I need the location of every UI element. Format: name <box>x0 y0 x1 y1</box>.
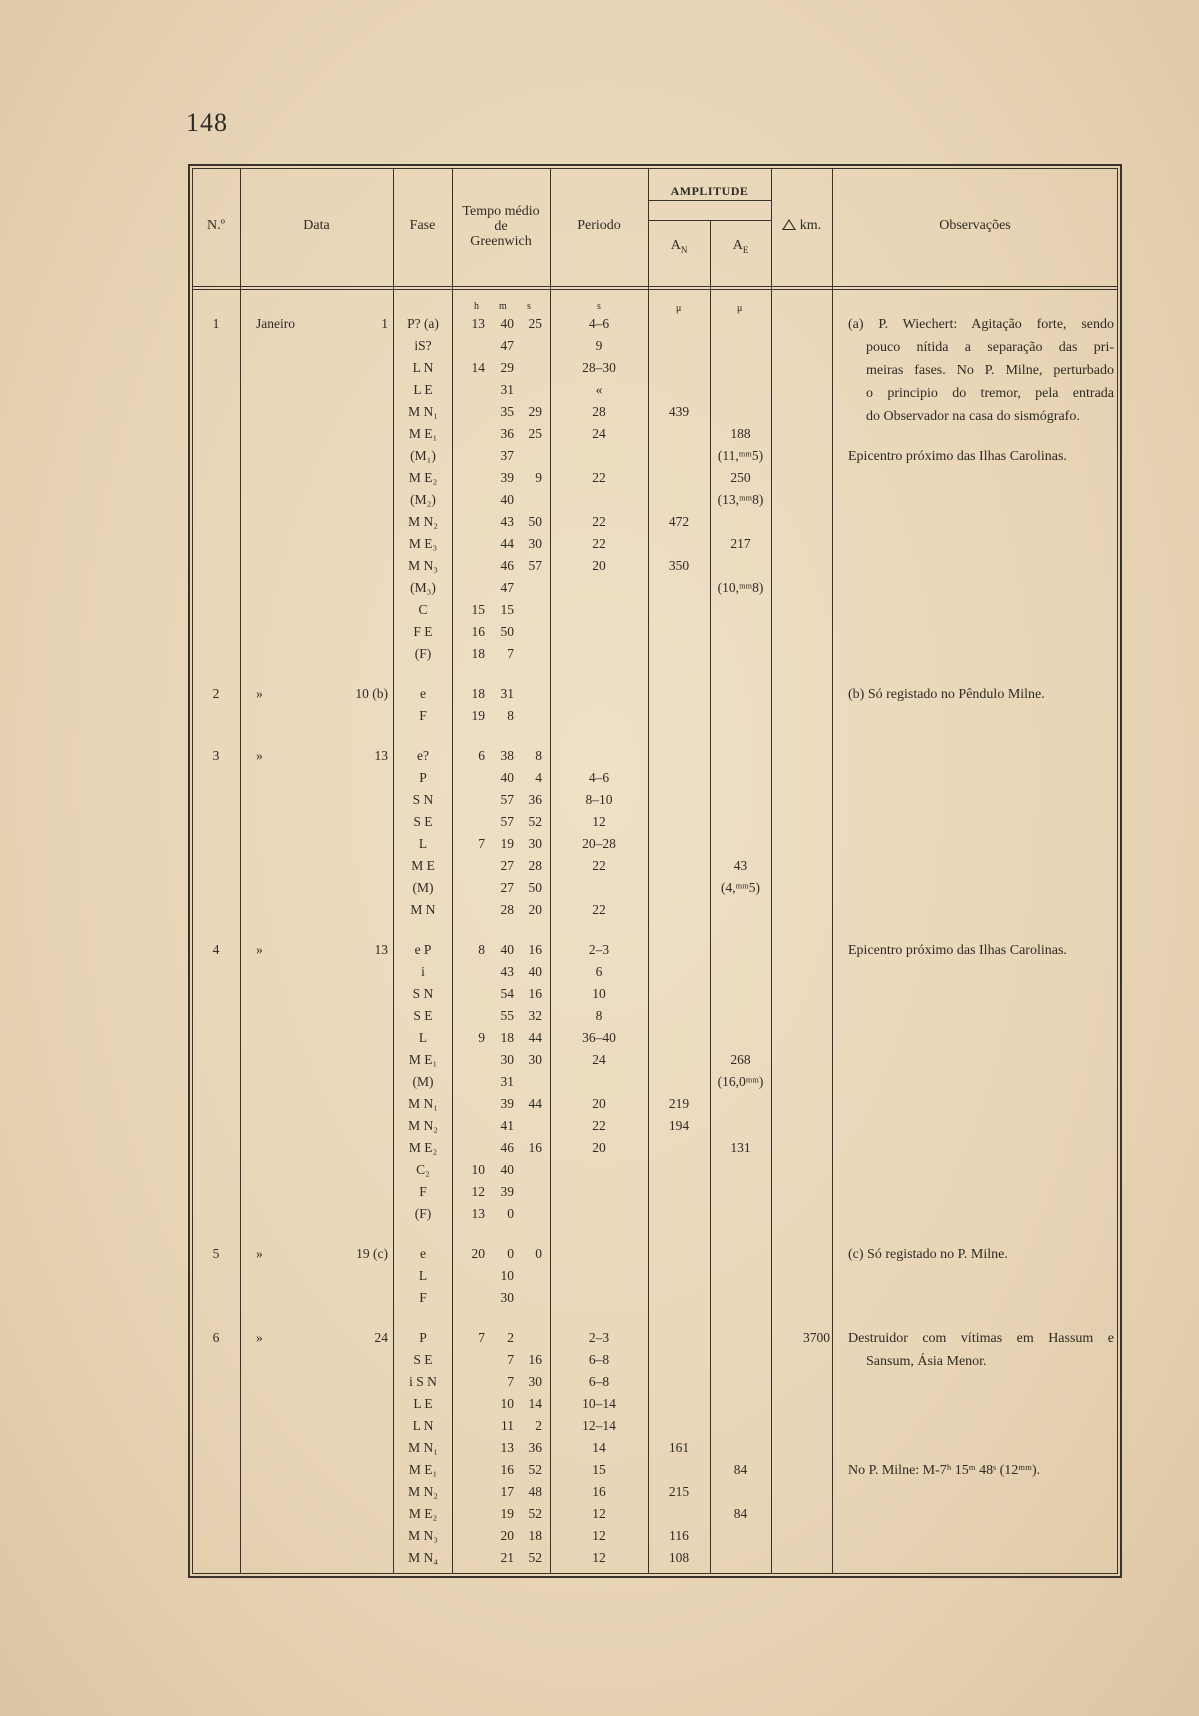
cell-s: 30 <box>528 536 542 551</box>
cell-an: 215 <box>668 1484 690 1499</box>
cell-fase: (M) <box>412 1074 434 1089</box>
cell-m: 28 <box>500 902 514 917</box>
cell-m: 39 <box>500 1184 514 1199</box>
cell-fase: M N₃ <box>408 558 438 573</box>
cell-h: 13 <box>471 316 485 331</box>
cell-ae: 43 <box>733 858 748 873</box>
cell-m: 54 <box>500 986 514 1001</box>
cell-h: 12 <box>471 1184 485 1199</box>
cell-fase: M N₁ <box>408 1096 438 1111</box>
cell-per: 36–40 <box>582 1030 616 1045</box>
cell-per: 22 <box>592 858 606 873</box>
cell-km: 3700 <box>803 1330 830 1345</box>
cell-an: 108 <box>668 1550 690 1565</box>
cell-m: 55 <box>500 1008 514 1023</box>
cell-m: 0 <box>507 1206 514 1221</box>
cell-fase: M N₄ <box>408 1550 438 1565</box>
cell-ae: (10,ᵐᵐ8) <box>717 580 764 595</box>
col-divider <box>393 168 394 1574</box>
cell-per: 22 <box>592 536 606 551</box>
cell-s: 8 <box>535 748 542 763</box>
header-distance <box>771 218 832 233</box>
cell-per: 22 <box>592 514 606 529</box>
header-time-line: de <box>494 219 508 234</box>
observation-line: Sansum, Ásia Menor. <box>866 1354 987 1369</box>
cell-s: 57 <box>528 558 542 573</box>
cell-m: 21 <box>500 1550 514 1565</box>
cell-h: 18 <box>471 686 485 701</box>
cell-fase: e P <box>414 942 432 957</box>
observation-line: Destruidor com vítimas em Hassum e <box>848 1331 1114 1346</box>
cell-per: 10 <box>592 986 606 1001</box>
unit-period: s <box>597 301 601 312</box>
cell-m: 43 <box>500 964 514 979</box>
header-an-letter: A <box>670 238 681 253</box>
cell-day: 13 <box>374 942 388 957</box>
cell-ae: (16,0ᵐᵐ) <box>717 1074 764 1089</box>
cell-per: 20 <box>592 1140 606 1155</box>
cell-fase: S N <box>412 986 434 1001</box>
cell-s: 16 <box>528 942 542 957</box>
cell-m: 46 <box>500 1140 514 1155</box>
cell-fase: L E <box>413 1396 433 1411</box>
cell-fase: P <box>419 770 427 785</box>
cell-m: 18 <box>500 1030 514 1045</box>
cell-m: 7 <box>507 1374 514 1389</box>
cell-m: 43 <box>500 514 514 529</box>
header-rule <box>192 289 1118 290</box>
cell-m: 19 <box>500 1506 514 1521</box>
cell-s: 30 <box>528 1052 542 1067</box>
cell-s: 9 <box>535 470 542 485</box>
cell-s: 14 <box>528 1396 542 1411</box>
observation-line: (a) P. Wiechert: Agitação forte, sendo <box>848 317 1114 332</box>
cell-h: 16 <box>471 624 485 639</box>
observation-line: No P. Milne: M-7ʰ 15ᵐ 48ˢ (12ᵐᵐ). <box>848 1463 1041 1478</box>
cell-an: 219 <box>668 1096 690 1111</box>
cell-h: 19 <box>471 708 485 723</box>
cell-day: 1 <box>381 316 388 331</box>
cell-m: 39 <box>500 470 514 485</box>
cell-m: 7 <box>507 1352 514 1367</box>
cell-m: 46 <box>500 558 514 573</box>
cell-fase: C₂ <box>416 1162 430 1177</box>
cell-per: 12 <box>592 1550 606 1565</box>
cell-s: 25 <box>528 426 542 441</box>
cell-an: 439 <box>668 404 690 419</box>
cell-fase: i <box>421 964 425 979</box>
cell-fase: M N <box>410 902 436 917</box>
observation-line: Epicentro próximo das Ilhas Carolinas. <box>848 943 1067 958</box>
cell-fase: iS? <box>414 338 432 353</box>
cell-per: 10–14 <box>582 1396 616 1411</box>
cell-per: 22 <box>592 1118 606 1133</box>
cell-per: 2–3 <box>588 942 610 957</box>
cell-fase: L N <box>412 1418 434 1433</box>
cell-fase: F <box>419 1290 427 1305</box>
cell-fase: S N <box>412 792 434 807</box>
header-rule <box>192 286 1118 287</box>
cell-m: 31 <box>500 686 514 701</box>
cell-s: 36 <box>528 792 542 807</box>
cell-fase: (F) <box>414 1206 432 1221</box>
cell-s: 30 <box>528 836 542 851</box>
cell-m: 29 <box>500 360 514 375</box>
header-ae <box>710 238 771 258</box>
cell-s: 52 <box>528 1462 542 1477</box>
header-distance-unit: km. <box>799 218 822 233</box>
cell-m: 13 <box>500 1440 514 1455</box>
cell-per: 20 <box>592 1096 606 1111</box>
cell-m: 40 <box>500 770 514 785</box>
cell-s: 29 <box>528 404 542 419</box>
header-time-line: Tempo médio <box>462 204 540 219</box>
cell-s: 32 <box>528 1008 542 1023</box>
observation-line: pouco nítida a separação das pri- <box>866 340 1114 355</box>
cell-fase: i S N <box>409 1374 437 1389</box>
cell-month: » <box>256 1330 263 1345</box>
cell-m: 20 <box>500 1528 514 1543</box>
cell-fase: M E₁ <box>408 1052 438 1067</box>
cell-per: 6 <box>595 964 603 979</box>
cell-ae: 188 <box>730 426 751 441</box>
cell-h: 15 <box>471 602 485 617</box>
cell-per: 12–14 <box>582 1418 616 1433</box>
unit-ae: μ <box>737 303 743 314</box>
cell-fase: S E <box>413 1008 433 1023</box>
cell-s: 52 <box>528 1506 542 1521</box>
cell-per: 4–6 <box>588 316 610 331</box>
cell-s: 16 <box>528 1352 542 1367</box>
cell-fase: F E <box>413 624 433 639</box>
cell-ae: (11,ᵐᵐ5) <box>717 448 764 463</box>
cell-n: 3 <box>212 748 220 763</box>
cell-per: 24 <box>592 426 606 441</box>
cell-fase: M E₃ <box>408 536 438 551</box>
header-period: Periodo <box>577 218 621 233</box>
page-number: 148 <box>186 108 228 137</box>
cell-fase: e <box>420 1246 426 1261</box>
cell-h: 6 <box>478 748 485 763</box>
cell-m: 7 <box>507 646 514 661</box>
cell-day: 13 <box>374 748 388 763</box>
cell-n: 1 <box>212 316 220 331</box>
header-amplitude: AMPLITUDE <box>670 184 749 198</box>
cell-fase: (M₃) <box>410 580 436 595</box>
cell-s: 2 <box>535 1418 542 1433</box>
cell-per: 12 <box>592 1506 606 1521</box>
cell-m: 38 <box>500 748 514 763</box>
cell-fase: (F) <box>414 646 432 661</box>
cell-fase: L N <box>412 360 434 375</box>
cell-fase: M N₃ <box>408 1528 438 1543</box>
cell-s: 4 <box>535 770 542 785</box>
cell-per: 12 <box>592 814 606 829</box>
cell-per: 20–28 <box>582 836 616 851</box>
cell-h: 18 <box>471 646 485 661</box>
cell-fase: M E <box>411 858 435 873</box>
cell-an: 161 <box>668 1440 690 1455</box>
cell-fase: M E₁ <box>408 1462 438 1477</box>
cell-month: » <box>256 748 263 763</box>
cell-m: 30 <box>500 1290 514 1305</box>
cell-m: 39 <box>500 1096 514 1111</box>
cell-n: 6 <box>212 1330 220 1345</box>
cell-fase: M E₂ <box>408 1506 438 1521</box>
cell-an: 194 <box>668 1118 690 1133</box>
header-observations: Observações <box>939 218 1011 233</box>
cell-fase: F <box>419 708 427 723</box>
cell-fase: P <box>419 1330 427 1345</box>
cell-per: 9 <box>595 338 603 353</box>
unit-seconds: s <box>527 301 531 312</box>
col-divider <box>710 220 711 1574</box>
cell-s: 0 <box>535 1246 542 1261</box>
cell-fase: S E <box>413 814 433 829</box>
cell-fase: M E₂ <box>408 1140 438 1155</box>
cell-m: 40 <box>500 492 514 507</box>
cell-m: 27 <box>500 858 514 873</box>
header-an <box>648 238 710 258</box>
cell-m: 11 <box>501 1418 514 1433</box>
cell-fase: L <box>418 1030 428 1045</box>
observation-line: (c) Só registado no P. Milne. <box>848 1247 1008 1262</box>
header-phase: Fase <box>409 218 436 233</box>
cell-s: 50 <box>528 514 542 529</box>
col-divider <box>240 168 241 1574</box>
cell-m: 40 <box>500 1162 514 1177</box>
cell-m: 27 <box>500 880 514 895</box>
cell-ae: 84 <box>733 1462 748 1477</box>
observation-line: o principio do tremor, pela entrada <box>866 386 1114 401</box>
cell-an: 116 <box>669 1528 689 1543</box>
cell-day: 24 <box>374 1330 388 1345</box>
cell-n: 2 <box>212 686 220 701</box>
cell-month: » <box>256 1246 263 1261</box>
cell-h: 14 <box>471 360 485 375</box>
cell-fase: P? (a) <box>407 316 439 331</box>
cell-per: 28 <box>592 404 606 419</box>
cell-n: 4 <box>212 942 220 957</box>
cell-m: 31 <box>500 1074 514 1089</box>
cell-m: 36 <box>500 426 514 441</box>
cell-fase: (M₁) <box>410 448 436 463</box>
unit-an: μ <box>676 303 682 314</box>
cell-m: 50 <box>500 624 514 639</box>
cell-m: 47 <box>500 580 514 595</box>
header-number: N.º <box>207 218 225 233</box>
cell-m: 40 <box>500 316 514 331</box>
cell-month: » <box>256 942 263 957</box>
cell-fase: M N₂ <box>408 1118 438 1133</box>
cell-h: 9 <box>478 1030 485 1045</box>
col-divider <box>832 168 833 1574</box>
cell-per: 22 <box>592 470 606 485</box>
cell-fase: L <box>418 1268 428 1283</box>
cell-m: 16 <box>500 1462 514 1477</box>
cell-fase: C <box>418 602 428 617</box>
cell-s: 30 <box>528 1374 542 1389</box>
observation-line: meiras fases. No P. Milne, perturbado <box>866 363 1114 378</box>
cell-s: 25 <box>528 316 542 331</box>
cell-m: 19 <box>500 836 514 851</box>
cell-s: 44 <box>528 1030 542 1045</box>
cell-fase: M N₁ <box>408 404 438 419</box>
cell-s: 20 <box>528 902 542 917</box>
cell-m: 15 <box>500 602 514 617</box>
cell-s: 18 <box>528 1528 542 1543</box>
cell-s: 48 <box>528 1484 542 1499</box>
cell-per: 8 <box>595 1008 603 1023</box>
cell-per: 15 <box>592 1462 606 1477</box>
cell-fase: M N₂ <box>408 1484 438 1499</box>
header-time-line: Greenwich <box>470 234 532 249</box>
header-ae-letter: A <box>732 238 743 253</box>
cell-ae: 217 <box>730 536 751 551</box>
cell-h: 8 <box>478 942 485 957</box>
cell-s: 16 <box>528 986 542 1001</box>
cell-per: « <box>595 382 603 397</box>
cell-per: 6–8 <box>588 1374 610 1389</box>
cell-per: 2–3 <box>588 1330 610 1345</box>
cell-per: 24 <box>592 1052 606 1067</box>
cell-m: 31 <box>500 382 514 397</box>
cell-ae: (4,ᵐᵐ5) <box>720 880 761 895</box>
cell-day: 10 (b) <box>355 686 388 701</box>
cell-fase: M E₂ <box>408 470 438 485</box>
amplitude-rule <box>648 200 771 201</box>
cell-m: 10 <box>500 1396 514 1411</box>
cell-m: 30 <box>500 1052 514 1067</box>
cell-s: 52 <box>528 814 542 829</box>
cell-ae: 250 <box>730 470 751 485</box>
cell-month: » <box>256 686 263 701</box>
cell-m: 17 <box>500 1484 514 1499</box>
cell-fase: L <box>418 836 428 851</box>
cell-h: 10 <box>471 1162 485 1177</box>
cell-m: 0 <box>507 1246 514 1261</box>
cell-per: 4–6 <box>588 770 610 785</box>
cell-h: 7 <box>478 836 485 851</box>
header-time <box>452 204 550 249</box>
cell-fase: (M₂) <box>410 492 436 507</box>
header-date: Data <box>303 218 330 233</box>
header-an-sub: N <box>680 244 688 255</box>
cell-fase: M E₁ <box>408 426 438 441</box>
unit-minutes: m <box>499 301 507 312</box>
cell-s: 16 <box>528 1140 542 1155</box>
amplitude-rule <box>648 220 771 221</box>
cell-fase: S E <box>413 1352 433 1367</box>
delta-icon <box>782 219 796 230</box>
cell-month: Janeiro <box>256 316 295 331</box>
cell-fase: M N₁ <box>408 1440 438 1455</box>
cell-ae: 131 <box>730 1140 751 1155</box>
cell-s: 40 <box>528 964 542 979</box>
cell-s: 52 <box>528 1550 542 1565</box>
cell-fase: (M) <box>412 880 434 895</box>
cell-day: 19 (c) <box>356 1246 388 1261</box>
cell-m: 37 <box>500 448 514 463</box>
cell-an: 472 <box>668 514 690 529</box>
observation-line: do Observador na casa do sismógrafo. <box>866 409 1080 424</box>
cell-ae: 84 <box>733 1506 748 1521</box>
cell-m: 41 <box>500 1118 514 1133</box>
cell-s: 50 <box>528 880 542 895</box>
cell-per: 16 <box>592 1484 606 1499</box>
cell-fase: F <box>419 1184 427 1199</box>
cell-fase: e? <box>417 748 429 763</box>
observation-line: Epicentro próximo das Ilhas Carolinas. <box>848 449 1067 464</box>
cell-s: 44 <box>528 1096 542 1111</box>
cell-m: 2 <box>507 1330 514 1345</box>
cell-h: 20 <box>471 1246 485 1261</box>
cell-n: 5 <box>212 1246 220 1261</box>
observation-line: (b) Só registado no Pêndulo Milne. <box>848 687 1045 702</box>
cell-per: 22 <box>592 902 606 917</box>
cell-m: 57 <box>500 814 514 829</box>
cell-ae: (13,ᵐᵐ8) <box>717 492 764 507</box>
col-divider <box>452 168 453 1574</box>
cell-fase: e <box>420 686 426 701</box>
cell-s: 36 <box>528 1440 542 1455</box>
cell-m: 57 <box>500 792 514 807</box>
col-divider <box>771 168 772 1574</box>
cell-per: 28–30 <box>582 360 616 375</box>
cell-m: 35 <box>500 404 514 419</box>
cell-m: 40 <box>500 942 514 957</box>
col-divider <box>648 168 649 1574</box>
cell-an: 350 <box>668 558 690 573</box>
cell-s: 28 <box>528 858 542 873</box>
cell-h: 13 <box>471 1206 485 1221</box>
unit-hours: h <box>474 301 479 312</box>
cell-m: 47 <box>500 338 514 353</box>
cell-fase: M N₂ <box>408 514 438 529</box>
cell-fase: L E <box>413 382 433 397</box>
header-ae-sub: E <box>742 244 749 255</box>
cell-m: 10 <box>500 1268 514 1283</box>
cell-h: 7 <box>478 1330 485 1345</box>
col-divider <box>550 168 551 1574</box>
cell-per: 12 <box>592 1528 606 1543</box>
cell-per: 14 <box>592 1440 606 1455</box>
cell-ae: 268 <box>730 1052 751 1067</box>
cell-per: 8–10 <box>585 792 613 807</box>
cell-per: 6–8 <box>588 1352 610 1367</box>
cell-per: 20 <box>592 558 606 573</box>
cell-m: 44 <box>500 536 514 551</box>
cell-m: 8 <box>507 708 514 723</box>
